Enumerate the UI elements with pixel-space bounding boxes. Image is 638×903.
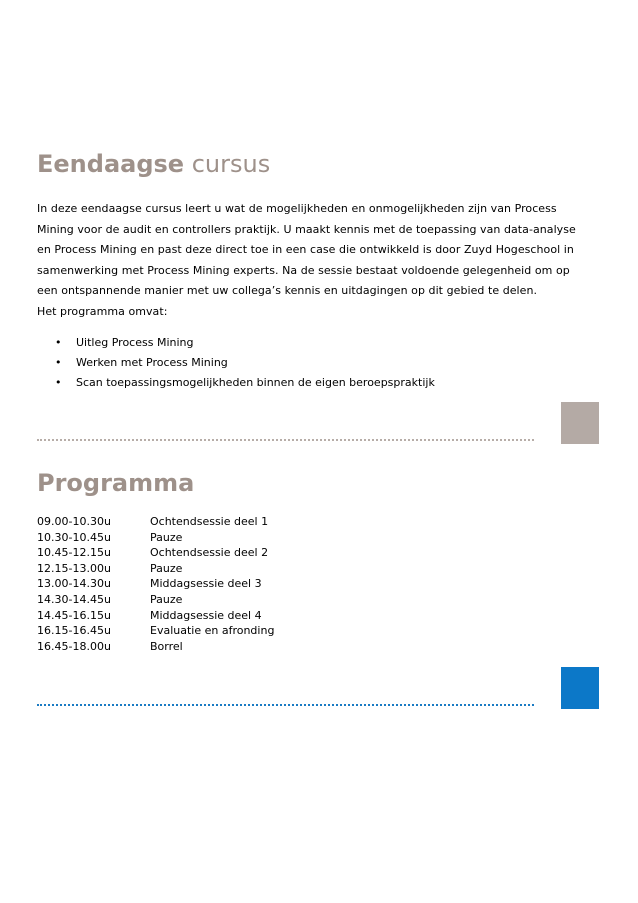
table-row [37,639,274,655]
schedule-activity: Ochtendsessie deel 2 [150,546,269,560]
table-row [37,576,274,592]
course-heading [37,150,270,178]
list-item-label: Werken met Process Mining [76,356,228,369]
program-heading: Programma [37,469,195,497]
schedule-activity: Ochtendsessie deel 1 [150,515,269,528]
schedule-time: 16.45-18.00u [37,639,111,653]
schedule-activity: Evaluatie en afronding [150,624,275,638]
intro-line: Mining voor de audit en controllers praktijk. U maakt kennis met de toepassing van data-analyse [37,222,576,236]
table-row [37,514,274,530]
schedule-time: 09.00-10.30u [37,515,111,528]
dotted-divider-blue [37,704,534,706]
table-row [37,545,274,561]
schedule-activity: Pauze [150,530,183,544]
schedule-activity: Pauze [150,592,183,606]
list-item [37,375,435,395]
course-heading-light: cursus [184,150,271,178]
intro-line: en Process Mining en past deze direct toe in een case die ontwikkeld is door Zuyd Hogeschool in [37,243,574,256]
schedule-time: 16.15-16.45u [37,624,111,638]
table-row [37,623,274,639]
schedule-time: 12.15-13.00u [37,561,111,575]
list-item-label: Uitleg Process Mining [76,336,194,349]
schedule-time: 13.00-14.30u [37,577,111,591]
bullet-icon: • [55,376,62,389]
list-item [37,335,435,355]
table-row [37,530,274,546]
schedule-time: 10.30-10.45u [37,530,111,544]
schedule-table [37,514,274,654]
schedule-activity: Middagsessie deel 4 [150,608,262,622]
table-row [37,561,274,577]
schedule-activity: Borrel [150,639,183,653]
course-intro [37,199,597,319]
table-row [37,592,274,608]
program-topics-list [37,335,435,395]
table-row [37,608,274,624]
list-item-label: Scan toepassingsmogelijkheden binnen de eigen beroepspraktijk [76,376,435,389]
schedule-activity: Middagsessie deel 3 [150,577,262,591]
schedule-time: 14.30-14.45u [37,592,111,606]
accent-square-gray [561,402,599,444]
list-item [37,355,435,375]
intro-line: samenwerking met Process Mining experts. Na de sessie bestaat voldoende gelegenheid om op [37,263,570,277]
bullet-icon: • [55,356,62,369]
schedule-time: 10.45-12.15u [37,546,111,560]
schedule-activity: Pauze [150,561,183,575]
intro-line: In deze eendaagse cursus leert u wat de mogelijkheden en onmogelijkheden zijn van Process [37,202,557,215]
intro-line: een ontspannende manier met uw collega’s kennis en uitdagingen op dit gebied te delen. [37,284,538,297]
program-lead-in: Het programma omvat: [37,304,168,318]
schedule-time: 14.45-16.15u [37,608,111,622]
dotted-divider-gray [37,439,534,441]
accent-square-blue [561,667,599,709]
bullet-icon: • [55,336,62,349]
course-heading-strong: Eendaagse [37,150,185,178]
